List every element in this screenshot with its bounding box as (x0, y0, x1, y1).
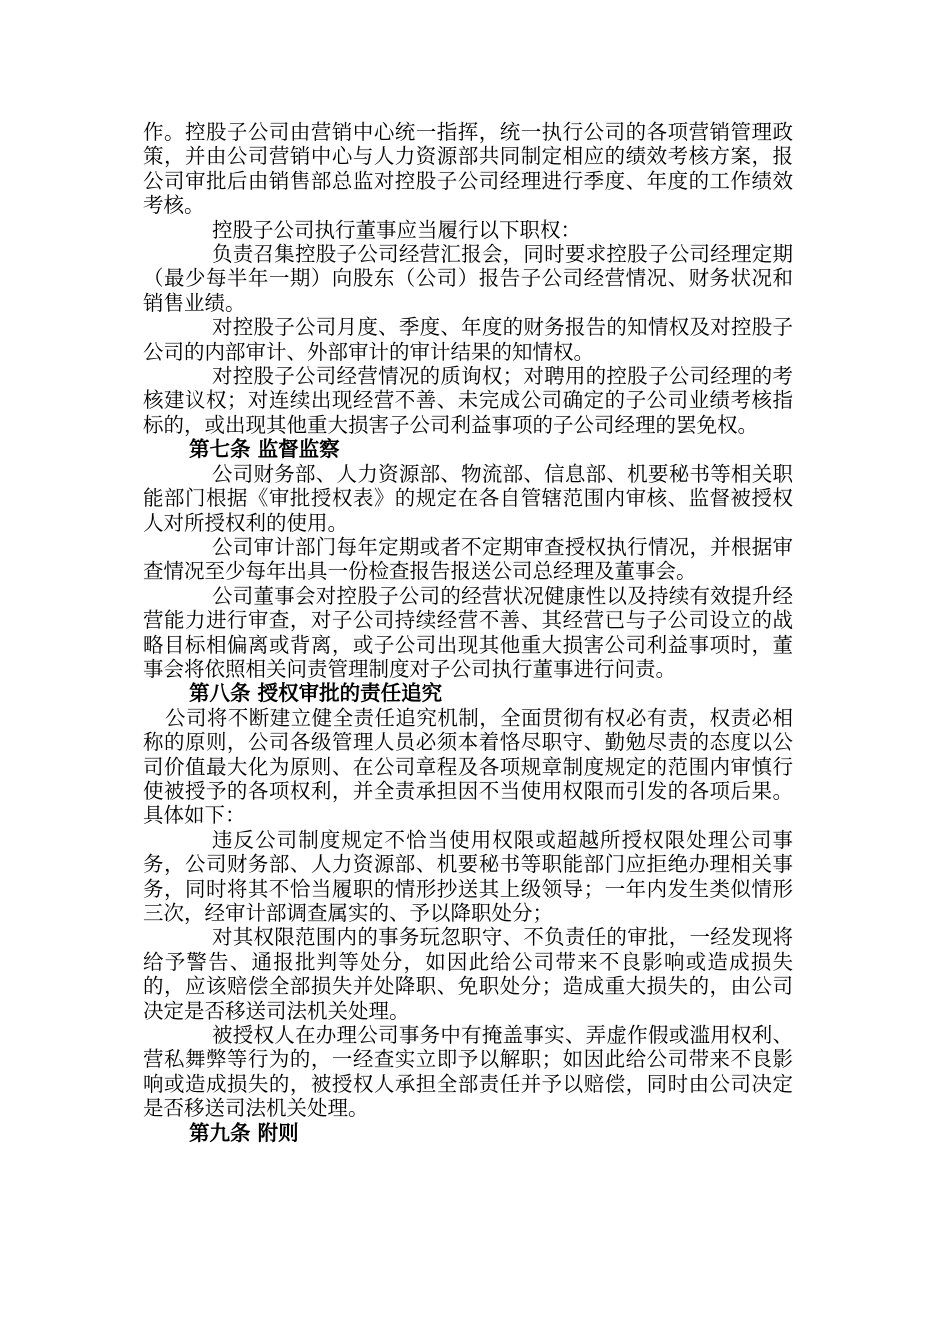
paragraph: 公司财务部、人力资源部、物流部、信息部、机要秘书等相关职能部门根据《审批授权表》的规定在各自管辖范围内审核、监督被授权人对所授权利的使用。 (143, 461, 793, 535)
paragraph: 对控股子公司经营情况的质询权；对聘用的控股子公司经理的考核建议权；对连续出现经营不善、未完成公司确定的子公司业绩考核指标的，或出现其他重大损害子公司利益事项的子公司经理的罢免权。 (143, 364, 793, 437)
section-heading-article-8: 第八条 授权审批的责任追究 (189, 681, 443, 706)
paragraph: 控股子公司执行董事应当履行以下职权： (212, 217, 581, 242)
paragraph: 被授权人在办理公司事务中有掩盖事实、弄虚作假或滥用权利、营私舞弊等行为的，一经查实立即予以解职；如因此给公司带来不良影响或造成损失的，被授权人承担全部责任并予以赔偿，同时由公司决定是否移送司法机关处理。 (143, 1023, 793, 1121)
section-heading-article-7: 第七条 监督监察 (189, 437, 340, 462)
paragraph: 对其权限范围内的事务玩忽职守、不负责任的审批，一经发现将给予警告、通报批判等处分，如因此给公司带来不良影响或造成损失的，应该赔偿全部损失并处降职、免职处分；造成重大损失的，由公司决定是否移送司法机关处理。 (143, 925, 793, 1023)
paragraph: 公司董事会对控股子公司的经营状况健康性以及持续有效提升经营能力进行审查，对子公司持续经营不善、其经营已与子公司设立的战略目标相偏离或背离，或子公司出现其他重大损害公司利益事项时，董事会将依照相关问责管理制度对子公司执行董事进行问责。 (143, 583, 793, 681)
paragraph: 公司审计部门每年定期或者不定期审查授权执行情况，并根据审查情况至少每年出具一份检查报告报送公司总经理及董事会。 (143, 534, 793, 584)
paragraph: 作。控股子公司由营销中心统一指挥，统一执行公司的各项营销管理政策，并由公司营销中心与人力资源部共同制定相应的绩效考核方案，报公司审批后由销售部总监对控股子公司经理进行季度、年度的工作绩效考核。 (143, 120, 793, 218)
paragraph: 违反公司制度规定不恰当使用权限或超越所授权限处理公司事务，公司财务部、人力资源部、机要秘书等职能部门应拒绝办理相关事务，同时将其不恰当履职的情形抄送其上级领导；一年内发生类似情形三次，经审计部调查属实的、予以降职处分； (143, 827, 793, 925)
section-heading-article-9: 第九条 附则 (189, 1120, 299, 1145)
document-body (143, 120, 793, 1145)
paragraph: 负责召集控股子公司经营汇报会，同时要求控股子公司经理定期（最少每半年一期）向股东（公司）报告子公司经营情况、财务状况和销售业绩。 (143, 242, 793, 315)
paragraph: 对控股子公司月度、季度、年度的财务报告的知情权及对控股子公司的内部审计、外部审计的审计结果的知情权。 (143, 315, 793, 364)
paragraph: 公司将不断建立健全责任追究机制，全面贯彻有权必有责，权责必相称的原则，公司各级管理人员必须本着恪尽职守、勤勉尽责的态度以公司价值最大化为原则、在公司章程及各项规章制度规定的范围内审慎行使被授予的各项权利，并全责承担因不当使用权限而引发的各项后果。具体如下： (143, 705, 793, 828)
